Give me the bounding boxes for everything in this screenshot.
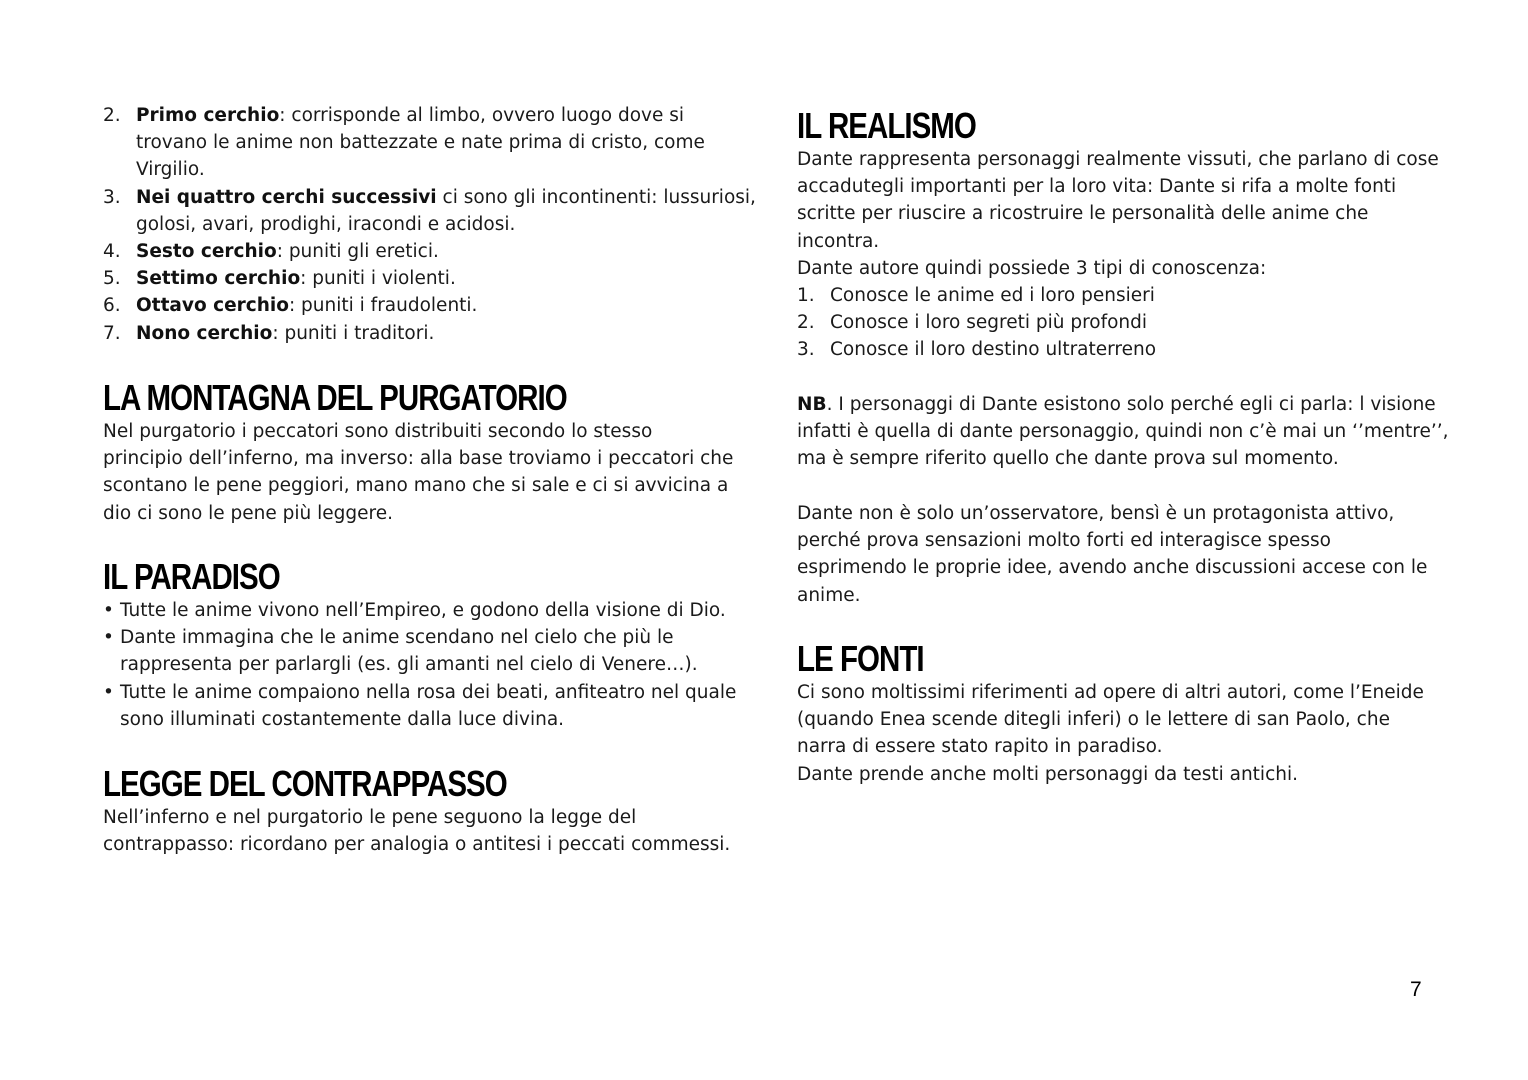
item-bold-label: Settimo cerchio <box>136 268 301 290</box>
list-item: • Tutte le anime compaiono nella rosa dei beati, anfiteatro nel quale sono illuminati costantemente dalla luce divina. <box>103 679 736 733</box>
heading-contrappasso: LEGGE DEL CONTRAPPASSO <box>103 763 507 804</box>
item-bold-label: Sesto cerchio <box>136 241 277 263</box>
paragraph-fonti: Ci sono moltissimi riferimenti ad opere di altri autori, come l’Eneide (quando Enea scende ditegli inferi) o le lettere di san Paolo, che narra di essere stato rapito in paradiso. Dante prende anche molti personaggi da testi antichi. <box>797 682 1424 785</box>
bullet-icon: • <box>103 627 114 649</box>
list-item: • Tutte le anime vivono nell’Empireo, e godono della visione di Dio. <box>103 597 736 624</box>
circles-list <box>103 102 756 347</box>
heading-purgatorio: LA MONTAGNA DEL PURGATORIO <box>103 377 567 418</box>
heading-fonti: LE FONTI <box>797 638 924 679</box>
page-number: 7 <box>1410 978 1422 1001</box>
paragraph-contrappasso: Nell’inferno e nel purgatorio le pene seguono la legge del contrappasso: ricordano per analogia o antitesi i peccati commessi. <box>103 807 731 856</box>
bullet-icon: • <box>103 600 114 621</box>
list-item: 3. Conosce il loro destino ultraterreno <box>797 339 1157 361</box>
list-item: 2. Conosce i loro segreti più profondi <box>797 312 1148 334</box>
list-item: • Dante immagina che le anime scendano nel cielo che più le rappresenta per parlargli (es. gli amanti nel cielo di Venere…). <box>103 624 736 678</box>
item-bold-label: Ottavo cerchio <box>136 295 289 317</box>
list-item: 7. Nono cerchio: puniti i traditori. <box>103 322 435 344</box>
item-bold-label: Nono cerchio <box>136 322 273 344</box>
list-item: 3. Nei quattro cerchi successivi ci sono gli incontinenti: lussuriosi, golosi, avari, prodighi, iracondi e acidosi. <box>103 186 756 235</box>
heading-paradiso: IL PARADISO <box>103 556 280 597</box>
list-item: 2. Primo cerchio: corrisponde al limbo, ovvero luogo dove si trovano le anime non battezzate e nate prima di cristo, come Virgilio. <box>103 105 705 181</box>
heading-realismo: IL REALISMO <box>797 105 976 146</box>
item-bold-label: Primo cerchio <box>136 105 280 126</box>
paragraph-purgatorio: Nel purgatorio i peccatori sono distribuiti secondo lo stesso principio dell’inferno, ma inverso: alla base troviamo i peccatori che scontano le pene peggiori, mano mano che si sale e ci si avvicina a dio ci sono le pene più leggere. <box>103 421 734 524</box>
list-item: 4. Sesto cerchio: puniti gli eretici. <box>103 241 439 263</box>
paragraph-osservatore: Dante non è solo un’osservatore, bensì è un protagonista attivo, perché prova sensazioni molto forti ed interagisce spesso esprimendo le proprie idee, avendo anche discussioni accese con le anime. <box>797 503 1428 606</box>
paragraph-realismo: Dante rappresenta personaggi realmente vissuti, che parlano di cose accadutegli importanti per la loro vita: Dante si rifa a molte fonti scritte per riuscire a ricostruire le personalità delle anime che incontra. Dante autore quindi possiede 3 tipi di conoscenza: <box>797 149 1439 279</box>
nb-label: NB <box>797 394 827 415</box>
item-bold-label: Nei quattro cerchi successivi <box>136 186 437 208</box>
paradiso-list <box>103 597 736 733</box>
list-item: 6. Ottavo cerchio: puniti i fraudolenti. <box>103 295 478 317</box>
knowledge-list <box>797 282 1156 364</box>
paragraph-nb: NB. I personaggi di Dante esistono solo perché egli ci parla: l visione infatti è quella di dante personaggio, quindi non c’è mai un ‘’mentre’’, ma è sempre riferito quello che dante prova sul momento. <box>797 394 1449 470</box>
list-item: 5. Settimo cerchio: puniti i violenti. <box>103 268 456 290</box>
list-item: 1. Conosce le anime ed i loro pensieri <box>797 285 1155 306</box>
bullet-icon: • <box>103 681 114 703</box>
